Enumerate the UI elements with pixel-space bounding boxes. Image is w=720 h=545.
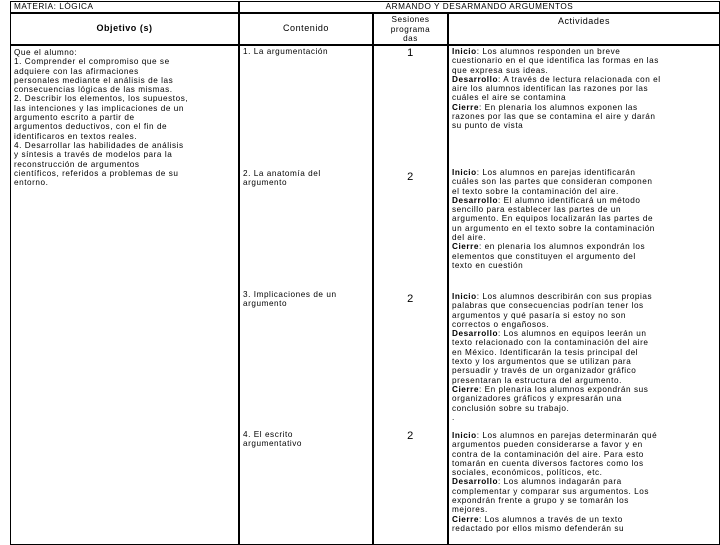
actividad-line: argumentos y qué pasaría si estoy no son [452, 310, 627, 320]
objetivo-line: 1. Comprender el compromiso que se [14, 57, 170, 67]
actividad-line: cuáles el aire se contamina [452, 93, 567, 103]
actividades-item [452, 47, 716, 131]
objetivo-line: entorno. [14, 178, 49, 188]
actividad-line: su punto de vista [452, 121, 524, 131]
actividad-line: Inicio: Los alumnos responden un breve [452, 47, 621, 56]
phase-label: Cierre [452, 514, 479, 524]
lesson-plan-table [10, 0, 720, 540]
actividad-line: que expresa sus ideas. [452, 65, 549, 75]
objetivo-line: 4. Desarrollar las habilidades de análisis [14, 140, 184, 150]
contenido-header: Contenido [239, 13, 373, 45]
phase-label: Desarrollo [452, 74, 498, 84]
actividad-line: conclusión sobre su trabajo. [452, 403, 570, 413]
sesiones-value: 2 [407, 293, 414, 305]
objetivo-line: adquiere con las afirmaciones [14, 66, 139, 76]
actividad-line: Cierre: En plenaria los alumnos exponen las [452, 102, 638, 112]
actividad-line: el texto sobre la contaminación del aire. [452, 186, 619, 196]
contenido-line: 4. El escrito [243, 430, 293, 439]
contenido-line: argumento [243, 178, 288, 188]
contenido-line: argumentativo [243, 439, 303, 449]
title-cell [239, 1, 720, 13]
actividad-line: texto relacionado con la contaminación del aire [452, 338, 649, 348]
contenido-item [243, 290, 369, 309]
actividad-line: Inicio: Los alumnos en parejas identificarán [452, 168, 636, 177]
actividad-line: del aire. [452, 233, 487, 243]
contenido-item [243, 430, 369, 449]
objetivo-line: Que el alumno: [14, 48, 78, 57]
objetivo-line: reconstrucción de argumentos [14, 159, 140, 169]
contenido-item [243, 47, 369, 56]
actividad-line: un argumento en el texto sobre la contaminación [452, 223, 655, 233]
actividad-line: presentaran la estructura del argumento. [452, 375, 622, 385]
sesiones-value: 1 [407, 47, 414, 59]
actividad-line: palabras que consecuencias podrían tener los [452, 301, 644, 311]
actividad-line: sencillo para establecer las partes de un [452, 205, 622, 215]
actividad-line: tomarán en cuenta diversos factores como los [452, 458, 644, 468]
objetivo-line: personales mediante el análisis de las [14, 75, 174, 85]
contenido-item [243, 169, 369, 188]
objetivo-line: argumentos deductivos, con el fin de [14, 122, 168, 132]
actividad-line: mejores. [452, 505, 488, 515]
contenido-column [239, 45, 373, 545]
actividad-line: correctos o engañosos. [452, 319, 550, 329]
materia-cell [10, 1, 239, 13]
actividad-line: redactado por ellos mismo defenderán su [452, 523, 625, 533]
objetivo-line: las intenciones y las implicaciones de un [14, 103, 185, 113]
sesiones-value: 2 [407, 430, 414, 442]
actividad-line: sociales, económicos, políticos, etc. [452, 468, 603, 478]
actividad-line: elementos que constituyen el argumento del [452, 251, 636, 261]
actividad-line: complementar y comparar sus argumentos. Los [452, 486, 650, 496]
contenido-line: argumento [243, 299, 288, 309]
phase-label: Inicio [452, 47, 477, 56]
actividad-line: aire los alumnos identifican las razones por las [452, 84, 649, 94]
actividad-line: Desarrollo: A través de lectura relacionada con el [452, 74, 661, 84]
actividad-line: Desarrollo: El alumno identificará un método [452, 195, 641, 205]
actividad-line: Cierre: Los alumnos a través de un texto [452, 514, 623, 524]
objetivo-line: y síntesis a través de modelos para la [14, 150, 173, 160]
actividad-line: cuáles son las partes que consideran componen [452, 177, 653, 187]
materia-label: MATERIA: LÓGICA [14, 2, 94, 11]
phase-label: Cierre [452, 242, 479, 252]
actividad-line: Cierre: En plenaria los alumnos expondrán sus [452, 384, 649, 394]
phase-label: Inicio [452, 292, 477, 301]
objetivo-line: argumento escrito a partir de [14, 113, 135, 123]
actividad-line: . [452, 412, 455, 422]
phase-label: Desarrollo [452, 195, 498, 205]
actividades-item [452, 431, 716, 533]
actividad-line: Inicio: Los alumnos describirán con sus propias [452, 292, 653, 301]
phase-label: Inicio [452, 168, 477, 177]
actividad-line: Desarrollo: Los alumnos en equipos leerán un [452, 329, 647, 339]
sesiones-column [373, 45, 448, 545]
actividad-line: texto en cuestión [452, 260, 524, 270]
objetivo-line: consecuencias lógicas de las mismas. [14, 85, 173, 95]
phase-label: Desarrollo [452, 477, 498, 487]
actividad-line: Cierre: en plenaria los alumnos expondrán los [452, 242, 646, 252]
phase-label: Desarrollo [452, 329, 498, 339]
document-title: ARMANDO Y DESARMANDO ARGUMENTOS [385, 2, 574, 11]
contenido-line: 3. Implicaciones de un [243, 290, 337, 299]
actividad-line: argumento. En equipos localizarán las partes de [452, 214, 654, 224]
actividad-line: cuestionario en el que identifica las formas en las [452, 56, 659, 66]
actividad-line: argumentos pueden considerarse a favor y en [452, 440, 643, 450]
sesiones-header: Sesiones programa das [373, 13, 448, 45]
actividad-line: organizadores gráficos y expresarán una [452, 394, 622, 404]
actividad-line: Desarrollo: Los alumnos indagarán para [452, 477, 622, 487]
actividad-line: expondrán frente a grupo y se tomarán los [452, 496, 629, 506]
objetivo-header: Objetivo (s) [10, 13, 239, 45]
actividades-header: Actividades [448, 13, 720, 45]
actividad-line: Inicio: Los alumnos en parejas determinarán qué [452, 431, 658, 440]
actividades-column [448, 45, 720, 545]
contenido-line: 1. La argumentación [243, 47, 329, 56]
actividad-line: persuadir y través de un organizador gráfico [452, 366, 637, 376]
phase-label: Inicio [452, 431, 477, 440]
objetivo-cell [10, 45, 239, 545]
actividad-line: contra de la contaminación del aire. Para esto [452, 449, 644, 459]
actividad-line: en México. Identificarán la tesis principal del [452, 347, 639, 357]
actividad-line: razones por las que se contamina el aire y darán [452, 112, 656, 122]
actividades-item [452, 292, 716, 422]
contenido-line: 2. La anatomía del [243, 169, 321, 178]
sesiones-value: 2 [407, 171, 414, 183]
actividad-line: texto y los argumentos que se utilizan para [452, 357, 632, 367]
phase-label: Cierre [452, 102, 479, 112]
objetivo-list [14, 48, 235, 187]
phase-label: Cierre [452, 384, 479, 394]
objetivo-line: 2. Describir los elementos, los supuestos, [14, 94, 189, 104]
objetivo-line: identificaros en textos reales. [14, 131, 138, 141]
actividades-item [452, 168, 716, 270]
objetivo-line: científicos, referidos a problemas de su [14, 168, 179, 178]
